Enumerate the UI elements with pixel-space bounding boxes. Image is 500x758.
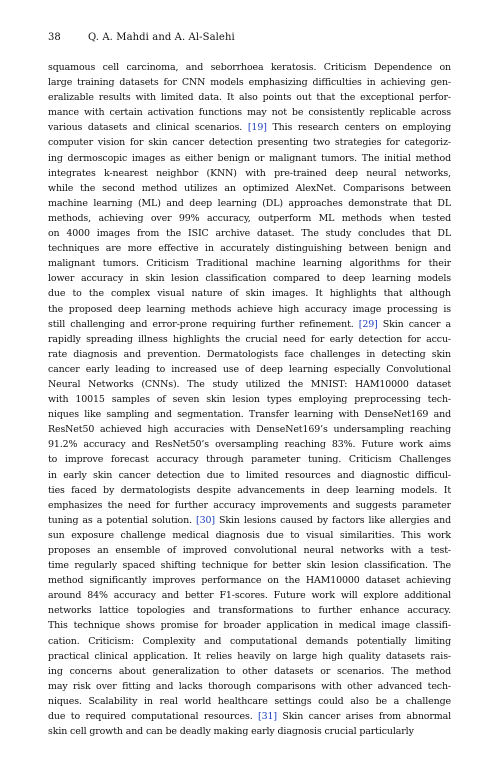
text-line <box>48 151 451 166</box>
page-number: 38 <box>48 32 61 43</box>
text-line <box>48 528 451 543</box>
text-line <box>48 664 451 679</box>
text-line <box>48 709 451 724</box>
text-segment: rate diagnosis and prevention. Dermatologists face challenges in detecting skin <box>48 348 451 360</box>
text-line <box>48 332 451 347</box>
text-segment: time regularly spaced shifting technique for better skin lesion classification. The <box>48 560 451 572</box>
paper-page <box>48 32 451 739</box>
text-line <box>48 437 451 452</box>
text-segment: This technique shows promise for broader application in medical image classifi- <box>48 620 451 632</box>
text-segment: squamous cell carcinoma, and seborrhoea keratosis. Criticism Dependence on <box>48 62 451 73</box>
text-line <box>48 468 451 483</box>
text-line <box>48 694 451 709</box>
text-segment: cation. Criticism: Complexity and computational demands potentially limiting <box>48 635 451 647</box>
text-segment: tuning as a potential solution. <box>48 514 197 526</box>
text-line <box>48 724 451 739</box>
text-line <box>48 211 451 226</box>
citation-link[interactable]: [29] <box>358 318 378 330</box>
text-segment: practical clinical application. It relies heavily on large high quality datasets rais- <box>48 650 451 662</box>
text-line <box>48 422 451 437</box>
citation-link[interactable]: [31] <box>258 711 277 723</box>
text-segment: ResNet50 achieved high accuracies with DenseNet169’s undersampling reaching <box>48 424 451 436</box>
text-line <box>48 317 451 332</box>
text-segment: on 4000 images from the ISIC archive dataset. The study concludes that DL <box>48 228 451 240</box>
text-segment: proposes an ensemble of improved convolutional neural networks with a test- <box>48 545 451 556</box>
text-line <box>48 181 451 196</box>
text-line <box>48 241 451 256</box>
text-segment: integrates k-nearest neighbor (KNN) with pre-trained deep neural networks, <box>48 167 451 179</box>
text-line <box>48 302 451 317</box>
text-line <box>48 588 451 603</box>
text-line <box>48 60 451 75</box>
text-segment: niques. Scalability in real world healthcare settings could also be a challenge <box>48 695 451 707</box>
text-segment: ing concerns about generalization to other datasets or scenarios. The method <box>48 665 451 677</box>
text-segment: emphasizes the need for further accuracy improvements and suggests parameter <box>48 499 451 511</box>
running-head <box>48 32 451 44</box>
text-segment: may risk over fitting and lacks thorough comparisons with other advanced tech- <box>48 680 451 692</box>
text-segment: networks lattice topologies and transformations to further enhance accuracy. <box>48 605 451 617</box>
text-segment: computer vision for skin cancer detection presenting two strategies for categoriz- <box>48 137 451 149</box>
text-segment: method significantly improves performance on the HAM10000 dataset achieving <box>48 575 451 587</box>
text-line <box>48 90 451 105</box>
text-segment: in early skin cancer detection due to limited resources and diagnostic difficul- <box>48 469 451 481</box>
text-segment: lower accuracy in skin lesion classification compared to deep learning models <box>48 273 451 285</box>
text-segment: mance with certain activation functions may not be consistently replicable across <box>48 107 451 119</box>
text-line <box>48 634 451 649</box>
text-segment: 91.2% accuracy and ResNet50’s oversampling reaching 83%. Future work aims <box>48 439 451 451</box>
text-segment: still challenging and error-prone requiring further refinement. <box>48 318 359 330</box>
text-line <box>48 498 451 513</box>
text-line <box>48 618 451 633</box>
text-line <box>48 513 451 528</box>
text-segment: niques like sampling and segmentation. Transfer learning with DenseNet169 and <box>48 409 451 421</box>
text-segment: around 84% accuracy and better F1-scores. Future work will explore additional <box>48 590 451 602</box>
running-head-authors: Q. A. Mahdi and A. Al-Salehi <box>88 32 235 43</box>
text-segment: while the second method utilizes an optimized AlexNet. Comparisons between <box>48 182 451 194</box>
text-segment: methods, achieving over 99% accuracy, outperform ML methods when tested <box>48 212 451 224</box>
text-line <box>48 603 451 618</box>
text-line <box>48 226 451 241</box>
text-segment: techniques are more effective in accurately distinguishing between benign and <box>48 243 451 255</box>
text-segment: due to required computational resources. <box>48 711 259 723</box>
text-line <box>48 377 451 392</box>
body-paragraph <box>48 60 451 739</box>
text-line <box>48 649 451 664</box>
text-line <box>48 452 451 467</box>
text-line <box>48 407 451 422</box>
citation-link[interactable]: [19] <box>247 122 267 134</box>
text-line <box>48 483 451 498</box>
text-segment: cancer early leading to increased use of deep learning especially Convolutional <box>48 363 451 375</box>
text-segment: with 10015 samples of seven skin lesion types employing preprocessing tech- <box>48 394 451 406</box>
text-segment: to improve forecast accuracy through parameter tuning. Criticism Challenges <box>48 454 451 466</box>
text-segment: Skin cancer a <box>377 318 451 330</box>
text-segment: Neural Networks (CNNs). The study utilized the MNIST: HAM10000 dataset <box>48 378 451 390</box>
text-segment: due to the complex visual nature of skin images. It highlights that although <box>48 288 451 300</box>
text-segment: sun exposure challenge medical diagnosis due to visual similarities. This work <box>48 529 451 541</box>
text-line <box>48 256 451 271</box>
text-line <box>48 120 451 135</box>
citation-link[interactable]: [30] <box>196 514 215 526</box>
text-line <box>48 573 451 588</box>
text-line <box>48 105 451 120</box>
text-line <box>48 679 451 694</box>
text-segment: large training datasets for CNN models emphasizing difficulties in achieving gen- <box>48 77 451 89</box>
text-line <box>48 135 451 150</box>
text-segment: rapidly spreading illness highlights the crucial need for early detection for accu- <box>48 333 451 345</box>
text-line <box>48 286 451 301</box>
text-line <box>48 271 451 286</box>
text-segment: various datasets and clinical scenarios. <box>48 122 248 134</box>
text-segment: machine learning (ML) and deep learning (DL) approaches demonstrate that DL <box>48 197 451 209</box>
text-segment: skin cell growth and can be deadly making early diagnosis crucial particularly <box>48 726 414 738</box>
text-line <box>48 347 451 362</box>
text-segment: Skin cancer arises from abnormal <box>276 711 451 723</box>
text-line <box>48 558 451 573</box>
text-line <box>48 543 451 558</box>
text-segment: ing dermoscopic images as either benign or malignant tumors. The initial method <box>48 152 451 164</box>
text-line <box>48 166 451 181</box>
text-segment: This research centers on employing <box>266 122 451 134</box>
text-segment: malignant tumors. Criticism Traditional machine learning algorithms for their <box>48 258 451 270</box>
text-line <box>48 75 451 90</box>
text-segment: ties faced by dermatologists despite advancements in deep learning models. It <box>48 484 451 496</box>
text-line <box>48 392 451 407</box>
text-line <box>48 362 451 377</box>
text-segment: eralizable results with limited data. It also points out that the exceptional perfor- <box>48 92 451 104</box>
text-segment: the proposed deep learning methods achieve high accuracy image processing is <box>48 303 451 315</box>
text-segment: Skin lesions caused by factors like allergies and <box>214 514 451 526</box>
text-line <box>48 196 451 211</box>
